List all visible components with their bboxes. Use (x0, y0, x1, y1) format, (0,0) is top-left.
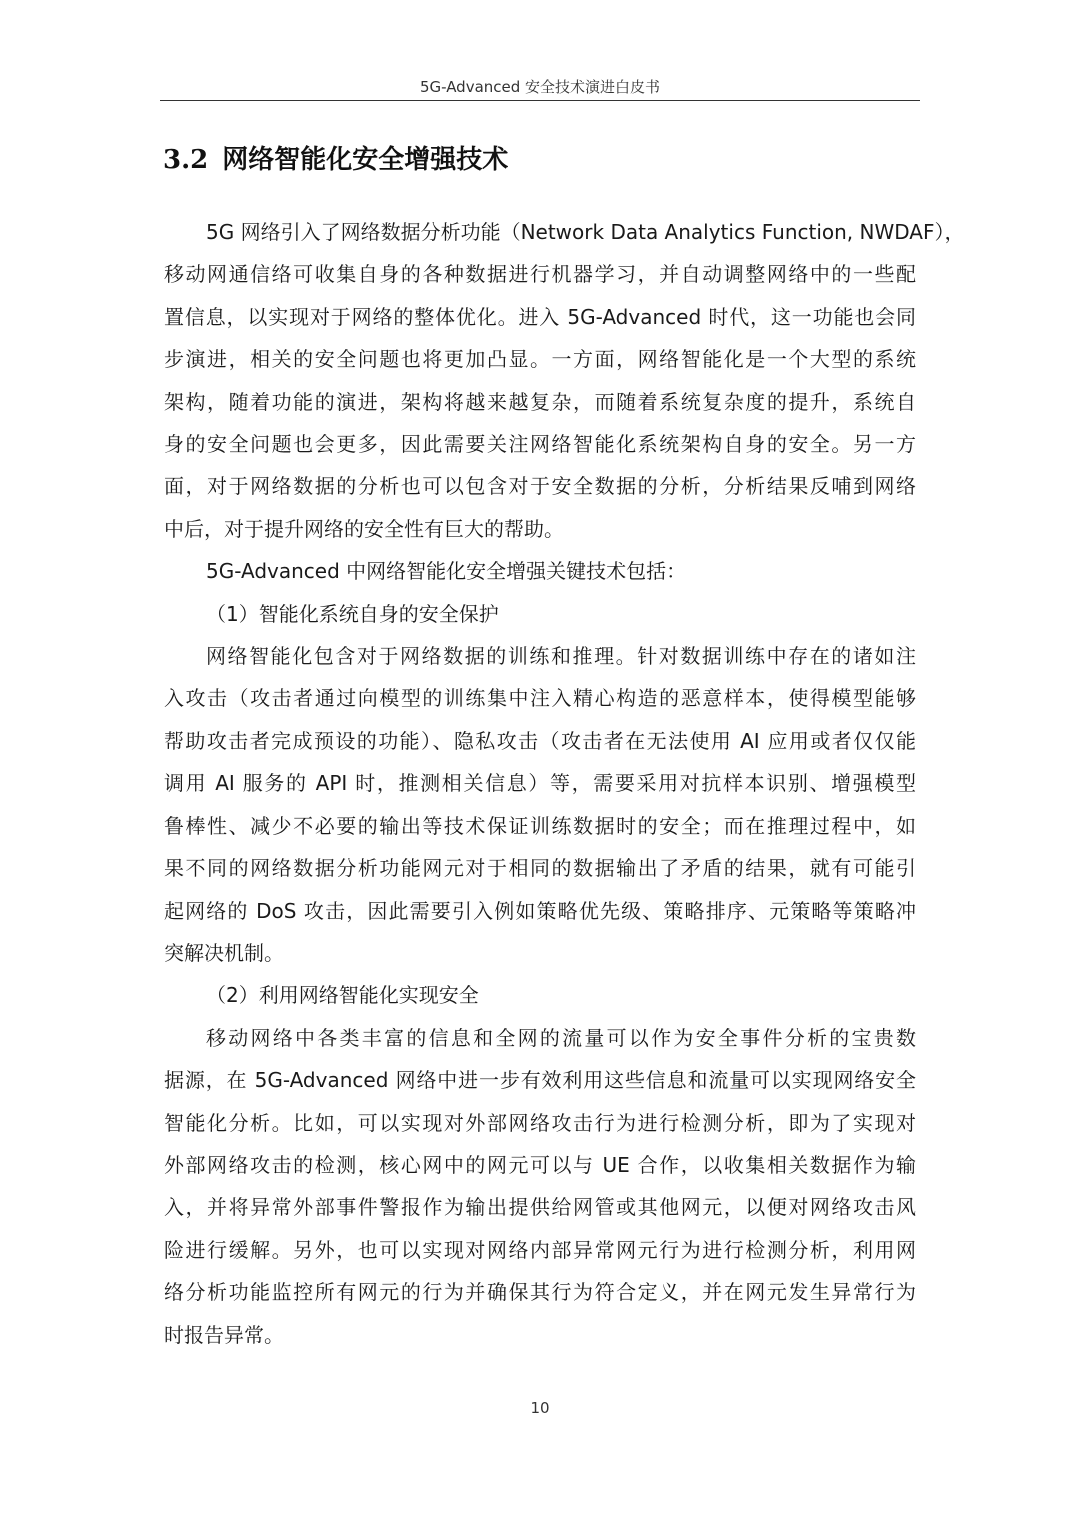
text-line: 外部网络攻击的检测，核心网中的网元可以与 UE 合作，以收集相关数据作为输 (164, 1152, 916, 1177)
text-line: 5G 网络引入了网络数据分析功能（Network Data Analytics Function, NWDAF）， (206, 220, 965, 244)
text-line: 时报告异常。 (164, 1322, 284, 1347)
text-line: 智能化分析。比如，可以实现对外部网络攻击行为进行检测分析，即为了实现对 (164, 1110, 916, 1135)
page-number: 10 (530, 1399, 550, 1417)
text-line: 鲁棒性、减少不必要的输出等技术保证训练数据时的安全；而在推理过程中，如 (164, 813, 916, 838)
item-1 (164, 593, 916, 975)
text-line: 移动网通信络可收集自身的各种数据进行机器学习，并自动调整网络中的一些配 (164, 262, 916, 287)
text-line: 身的安全问题也会更多，因此需要关注网络智能化系统架构自身的安全。另一方 (164, 432, 916, 457)
text-line: 移动网络中各类丰富的信息和全网的流量可以作为安全事件分析的宝贵数 (206, 1025, 916, 1050)
text-line: 面，对于网络数据的分析也可以包含对于安全数据的分析，分析结果反哺到网络 (164, 474, 916, 499)
text-line: 果不同的网络数据分析功能网元对于相同的数据输出了矛盾的结果，就有可能引 (164, 856, 916, 881)
section-title: 网络智能化安全增强技术 (222, 145, 509, 175)
text-line: 架构，随着功能的演进，架构将越来越复杂，而随着系统复杂度的提升，系统自 (164, 389, 916, 414)
item-2-heading: （2）利用网络智能化实现安全 (206, 983, 479, 1008)
text-line: 中后，对于提升网络的安全性有巨大的帮助。 (164, 516, 564, 541)
text-line: 帮助攻击者完成预设的功能）、隐私攻击（攻击者在无法使用 AI 应用或者仅仅能 (164, 728, 916, 753)
header-divider (160, 100, 920, 101)
paragraph-key-technologies (164, 550, 916, 592)
text-line: 据源，在 5G-Advanced 网络中进一步有效利用这些信息和流量可以实现网络安全 (164, 1068, 916, 1093)
text-line: 5G-Advanced 中网络智能化安全增强关键技术包括： (206, 559, 687, 584)
text-line: 突解决机制。 (164, 940, 284, 965)
section-heading (163, 140, 508, 180)
item-1-heading: （1）智能化系统自身的安全保护 (206, 601, 499, 626)
text-line: 入攻击（攻击者通过向模型的训练集中注入精心构造的恶意样本，使得模型能够 (164, 686, 916, 711)
item-2 (164, 974, 916, 1356)
text-line: 步演进，相关的安全问题也将更加凸显。一方面，网络智能化是一个大型的系统 (164, 347, 916, 372)
text-line: 起网络的 DoS 攻击，因此需要引入例如策略优先级、策略排序、元策略等策略冲 (164, 898, 916, 923)
text-line: 调用 AI 服务的 API 时，推测相关信息）等，需要采用对抗样本识别、增强模型 (164, 771, 916, 796)
text-line: 险进行缓解。另外，也可以实现对网络内部异常网元行为进行检测分析，利用网 (164, 1237, 916, 1262)
text-line: 置信息，以实现对于网络的整体优化。进入 5G-Advanced 时代，这一功能也会同 (164, 304, 916, 329)
page-header-title: 5G-Advanced 安全技术演进白皮书 (419, 78, 661, 96)
body-text (164, 211, 965, 1356)
paragraph-nwdaf (164, 211, 965, 550)
text-line: 入，并将异常外部事件警报作为输出提供给网管或其他网元，以便对网络攻击风 (164, 1195, 916, 1220)
text-line: 络分析功能监控所有网元的行为并确保其行为符合定义，并在网元发生异常行为 (164, 1280, 916, 1305)
text-line: 网络智能化包含对于网络数据的训练和推理。针对数据训练中存在的诸如注 (206, 644, 916, 669)
section-number: 3.2 (163, 145, 209, 175)
